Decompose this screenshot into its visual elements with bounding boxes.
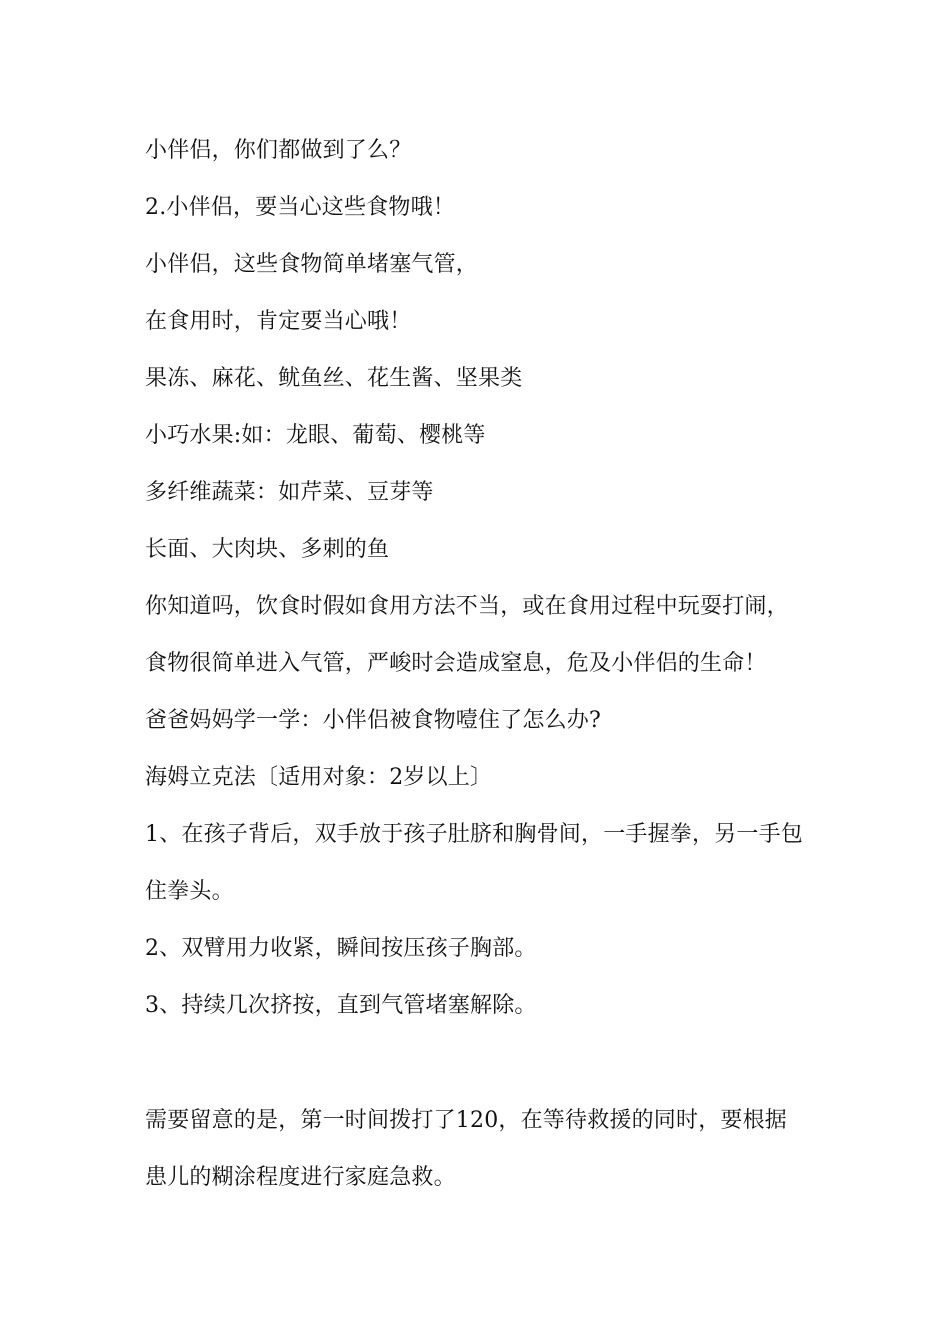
- text-line: 在食用时，肯定要当心哦！: [145, 309, 412, 334]
- text-line: 小伴侣，你们都做到了么？: [145, 138, 412, 163]
- text-line: 小伴侣，这些食物简单堵塞气管，: [145, 252, 479, 277]
- text-line: 3、持续几次挤按，直到气管堵塞解除。: [145, 993, 537, 1018]
- text-line: 2.小伴侣，要当心这些食物哦！: [145, 195, 455, 220]
- text-line: 1、在孩子背后，双手放于孩子肚脐和胸骨间，一手握拳，另一手包: [145, 822, 803, 847]
- text-line: 海姆立克法〔适用对象：2岁以上〕: [145, 765, 493, 790]
- text-line: 2、双臂用力收紧，瞬间按压孩子胸部。: [145, 936, 537, 961]
- text-line: 果冻、麻花、鱿鱼丝、花生酱、坚果类: [145, 366, 523, 391]
- text-line: 食物很简单进入气管，严峻时会造成窒息，危及小伴侣的生命！: [145, 651, 767, 676]
- text-line: 患儿的糊涂程度进行家庭急救。: [145, 1165, 456, 1190]
- text-line: 小巧水果:如：龙眼、葡萄、樱桃等: [145, 423, 486, 448]
- text-line: 多纤维蔬菜：如芹菜、豆芽等: [145, 480, 434, 505]
- text-line: 爸爸妈妈学一学：小伴侣被食物噎住了怎么办?: [145, 708, 601, 733]
- text-line: 长面、大肉块、多刺的鱼: [145, 537, 390, 562]
- text-line: 需要留意的是，第一时间拨打了120，在等待救援的同时，要根据: [145, 1108, 787, 1133]
- text-line: 住拳头。: [145, 879, 234, 904]
- text-line: 你知道吗，饮食时假如食用方法不当，或在食用过程中玩耍打闹，: [145, 594, 789, 619]
